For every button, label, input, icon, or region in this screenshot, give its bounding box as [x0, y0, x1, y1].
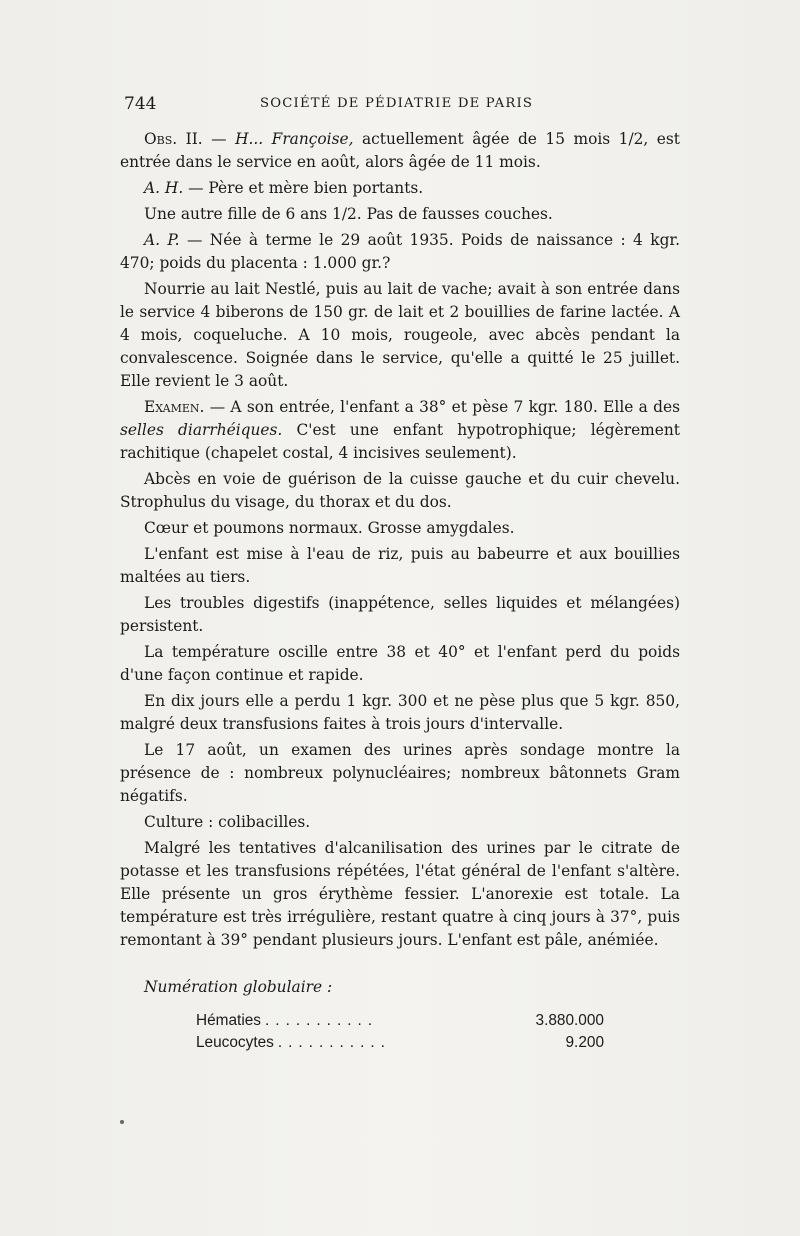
exam-text-1: — A son entrée, l'enfant a 38° et pèse 7 kgr. 180. Elle a des: [204, 398, 680, 416]
paragraph-urine: Le 17 août, un examen des urines après sondage montre la présence de : nombreux polynucléaires; nombreux bâtonnets Gram négatifs.: [120, 741, 680, 805]
table-row: [196, 1031, 604, 1053]
blood-label: Leucocytes: [196, 1034, 274, 1051]
paragraph-troubles: Les troubles digestifs (inappétence, selles liquides et mélangées) persistent.: [120, 594, 680, 635]
leader-dots: ...........: [265, 1012, 379, 1029]
paragraph-abscess: Abcès en voie de guérison de la cuisse gauche et du cuir chevelu. Strophulus du visage, du thorax et du dos.: [120, 470, 680, 511]
ap-text: — Née à terme le 29 août 1935. Poids de naissance : 4 kgr. 470; poids du placenta : 1.000 gr.?: [120, 231, 680, 272]
blood-count-table: [196, 1009, 604, 1053]
paragraph-family-history: [120, 177, 680, 200]
paragraph-heart: Cœur et poumons normaux. Grosse amygdales.: [144, 519, 515, 537]
exam-italic: selles diarrhéiques.: [120, 421, 283, 439]
ap-label: A. P.: [144, 231, 180, 249]
leader-dots: ...........: [277, 1034, 391, 1051]
paragraph-examination: [120, 396, 680, 465]
running-title: SOCIÉTÉ DE PÉDIATRIE DE PARIS: [260, 96, 534, 111]
table-row: [196, 1009, 604, 1031]
paragraph-feeding: Nourrie au lait Nestlé, puis au lait de vache; avait à son entrée dans le service 4 biberons de 150 gr. de lait et 2 bouillies de farine lactée. A 4 mois, coqueluche. A 10 mois, rougeole, avec abcès pendant la convalescence. Soignée dans le service, qu'elle a quitté le 25 juillet. Elle revient le 3 août.: [120, 280, 680, 390]
obs-text: actuellement âgée de 15 mois 1/2, est entrée dans le service en août, alors âgée de 11 mois.: [120, 130, 680, 171]
blood-value: 3.880.000: [535, 1012, 604, 1029]
paragraph-rice-water: L'enfant est mise à l'eau de riz, puis au babeurre et aux bouillies maltées au tiers.: [120, 545, 680, 586]
obs-name: H... Françoise,: [235, 130, 354, 148]
paragraph-personal-history: [120, 229, 680, 275]
paragraph-sibling: Une autre fille de 6 ans 1/2. Pas de fausses couches.: [144, 205, 553, 223]
page-number: 744: [124, 94, 157, 114]
paragraph-weight-loss: En dix jours elle a perdu 1 kgr. 300 et ne pèse plus que 5 kgr. 850, malgré deux transfusions faites à trois jours d'intervalle.: [120, 692, 680, 733]
paragraph-culture: Culture : colibacilles.: [144, 813, 311, 831]
exam-text-2: C'est une enfant hypotrophique; légèrement rachitique (chapelet costal, 4 incisives seulement).: [120, 421, 680, 462]
paragraph-observation: [120, 128, 680, 174]
blood-label: Hématies: [196, 1012, 262, 1029]
article-body: [120, 128, 680, 1053]
exam-label: Examen.: [144, 398, 205, 416]
page-header: [124, 94, 680, 116]
blood-value: 9.200: [565, 1034, 604, 1051]
ah-label: A. H.: [144, 179, 184, 197]
paragraph-alkalinization: Malgré les tentatives d'alcanilisation des urines par le citrate de potasse et les transfusions répétées, l'état général de l'enfant s'altère. Elle présente un gros érythème fessier. L'anorexie est totale. La température est très irrégulière, restant quatre à cinq jours à 37°, puis remontant à 39° pendant plusieurs jours. L'enfant est pâle, anémiée.: [120, 839, 680, 949]
paragraph-temperature: La température oscille entre 38 et 40° et l'enfant perd du poids d'une façon continue et rapide.: [120, 643, 680, 684]
stray-ink-dot: [120, 1120, 124, 1124]
obs-label: Obs. II. —: [144, 130, 227, 148]
numeration-title: Numération globulaire :: [144, 978, 333, 996]
ah-text: — Père et mère bien portants.: [183, 179, 424, 197]
